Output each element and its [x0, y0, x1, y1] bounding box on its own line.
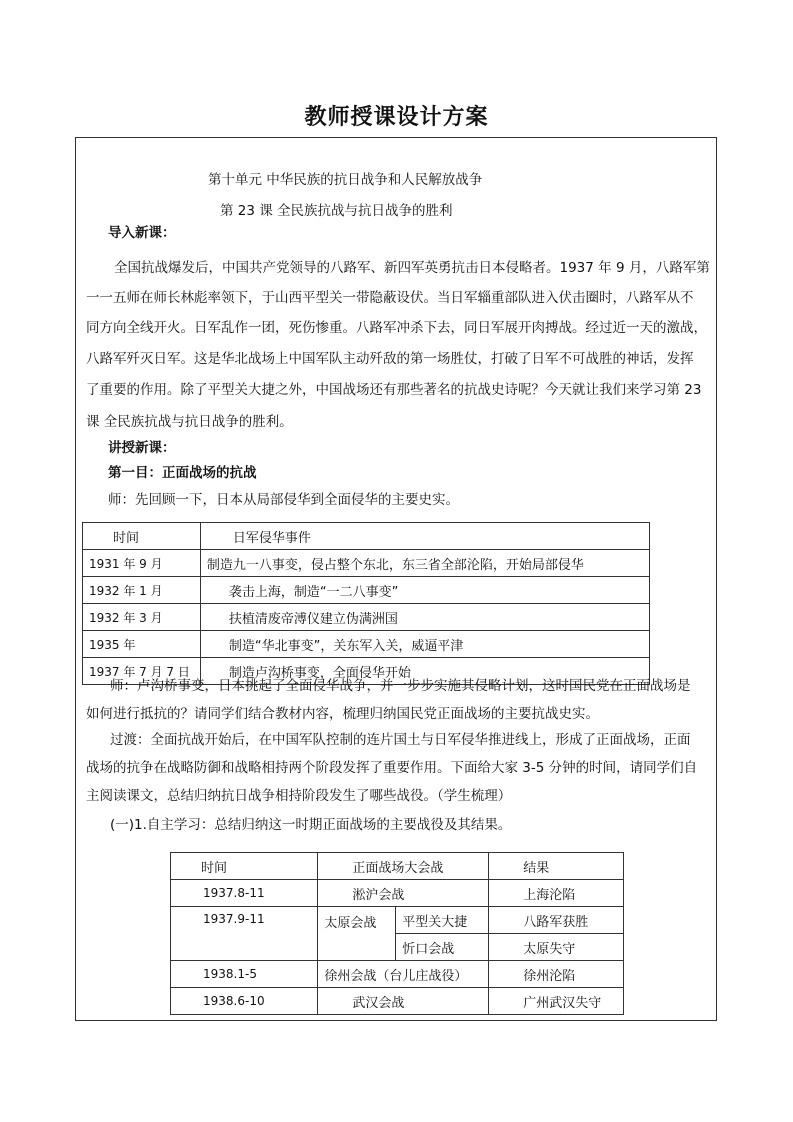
cell-result: 徐州沦陷 — [489, 961, 624, 988]
self-study-prompt: (一)1.自主学习：总结归纳这一时期正面战场的主要战役及其结果。 — [110, 817, 512, 833]
table-header-row — [171, 853, 624, 880]
intro-line: 同方向全线开火。日军乱作一团，死伤惨重。八路军冲杀下去，同日军展开肉搏战。经过近一天的激战， — [86, 320, 707, 336]
cell-event: 制造“华北事变”，关东军入关，威逼平津 — [200, 631, 649, 658]
table-header-row — [83, 523, 650, 550]
cell-event: 袭击上海，制造“一二八事变” — [200, 577, 649, 604]
cell-event: 扶植清废帝溥仪建立伪满洲国 — [200, 604, 649, 631]
cell-event: 制造九一八事变，侵占整个东北，东三省全部沦陷，开始局部侵华 — [200, 550, 649, 577]
section1-heading: 第一目：正面战场的抗战 — [108, 465, 257, 481]
intro-line: 一一五师在师长林彪率领下，于山西平型关一带隐蔽设伏。当日军辎重部队进入伏击圈时，八路军从不 — [86, 290, 694, 306]
teach-heading: 讲授新课： — [108, 440, 176, 456]
cell-battle: 太原会战 — [318, 907, 396, 961]
header-result: 结果 — [489, 853, 624, 880]
document-title: 教师授课设计方案 — [304, 105, 489, 130]
table-row — [83, 604, 650, 631]
cell-time: 1937 年 7 月 7 日 — [83, 658, 201, 685]
cell-battle: 徐州会战（台儿庄战役） — [318, 961, 489, 988]
cell-time: 1932 年 3 月 — [83, 604, 201, 631]
cell-time: 1932 年 1 月 — [83, 577, 201, 604]
cell-result: 太原失守 — [489, 934, 624, 961]
cell-result: 广州武汉失守 — [489, 988, 624, 1015]
intro-line: 课 全民族抗战与抗日战争的胜利。 — [86, 414, 293, 430]
table-row — [171, 880, 624, 907]
header-battle: 正面战场大会战 — [318, 853, 489, 880]
unit-title: 第十单元 中华民族的抗日战争和人民解放战争 — [208, 172, 483, 188]
cell-time: 1937.9-11 — [171, 907, 318, 961]
teacher-question: 如何进行抵抗的？请同学们结合教材内容，梳理归纳国民党正面战场的主要抗战史实。 — [86, 706, 599, 722]
intro-line: 八路军歼灭日军。这是华北战场上中国军队主动歼敌的第一场胜仗，打破了日军不可战胜的神话，发挥 — [86, 351, 694, 367]
cell-result: 上海沦陷 — [489, 880, 624, 907]
lesson-title: 第 23 课 全民族抗战与抗日战争的胜利 — [220, 203, 453, 219]
cell-battle: 武汉会战 — [318, 988, 489, 1015]
cell-time: 1937.8-11 — [171, 880, 318, 907]
table-row — [83, 550, 650, 577]
cell-event: 制造卢沟桥事变，全面侵华开始 — [200, 658, 649, 685]
intro-line: 了重要的作用。除了平型关大捷之外，中国战场还有那些著名的抗战史诗呢？今天就让我们来学习第 23 — [86, 382, 702, 398]
cell-sub-battle: 平型关大捷 — [396, 907, 489, 934]
cell-time: 1938.1-5 — [171, 961, 318, 988]
battles-table — [170, 852, 624, 1015]
table-row — [171, 988, 624, 1015]
intro-heading: 导入新课： — [108, 225, 176, 241]
table-row — [83, 631, 650, 658]
cell-result: 八路军获胜 — [489, 907, 624, 934]
transition-line: 战场的抗争在战略防御和战略相持两个阶段发挥了重要作用。下面给大家 3-5 分钟的时间，请同学们自 — [86, 760, 698, 776]
cell-time: 1938.6-10 — [171, 988, 318, 1015]
intro-line: 全国抗战爆发后，中国共产党领导的八路军、新四军英勇抗击日本侵略者。1937 年 9 月，八路军第 — [114, 260, 710, 276]
teacher-review: 师：先回顾一下，日本从局部侵华到全面侵华的主要史实。 — [108, 492, 459, 508]
cell-time: 1935 年 — [83, 631, 201, 658]
cell-time: 1931 年 9 月 — [83, 550, 201, 577]
header-event: 日军侵华事件 — [200, 523, 649, 550]
table-row — [83, 577, 650, 604]
cell-battle: 淞沪会战 — [318, 880, 489, 907]
header-time: 时间 — [171, 853, 318, 880]
header-time: 时间 — [83, 523, 201, 550]
table-row — [171, 907, 624, 934]
transition-line: 主阅读课文，总结归纳抗日战争相持阶段发生了哪些战役。（学生梳理） — [86, 788, 512, 804]
table-row — [171, 961, 624, 988]
cell-sub-battle: 忻口会战 — [396, 934, 489, 961]
transition-line: 过渡：全面抗战开始后，在中国军队控制的连片国土与日军侵华推进线上，形成了正面战场，正面 — [110, 732, 691, 748]
invasion-events-table — [82, 522, 650, 685]
teacher-question: 师：卢沟桥事变，日本挑起了全面侵华战争，并一步步实施其侵略计划，这时国民党在正面战场是 — [110, 678, 691, 694]
